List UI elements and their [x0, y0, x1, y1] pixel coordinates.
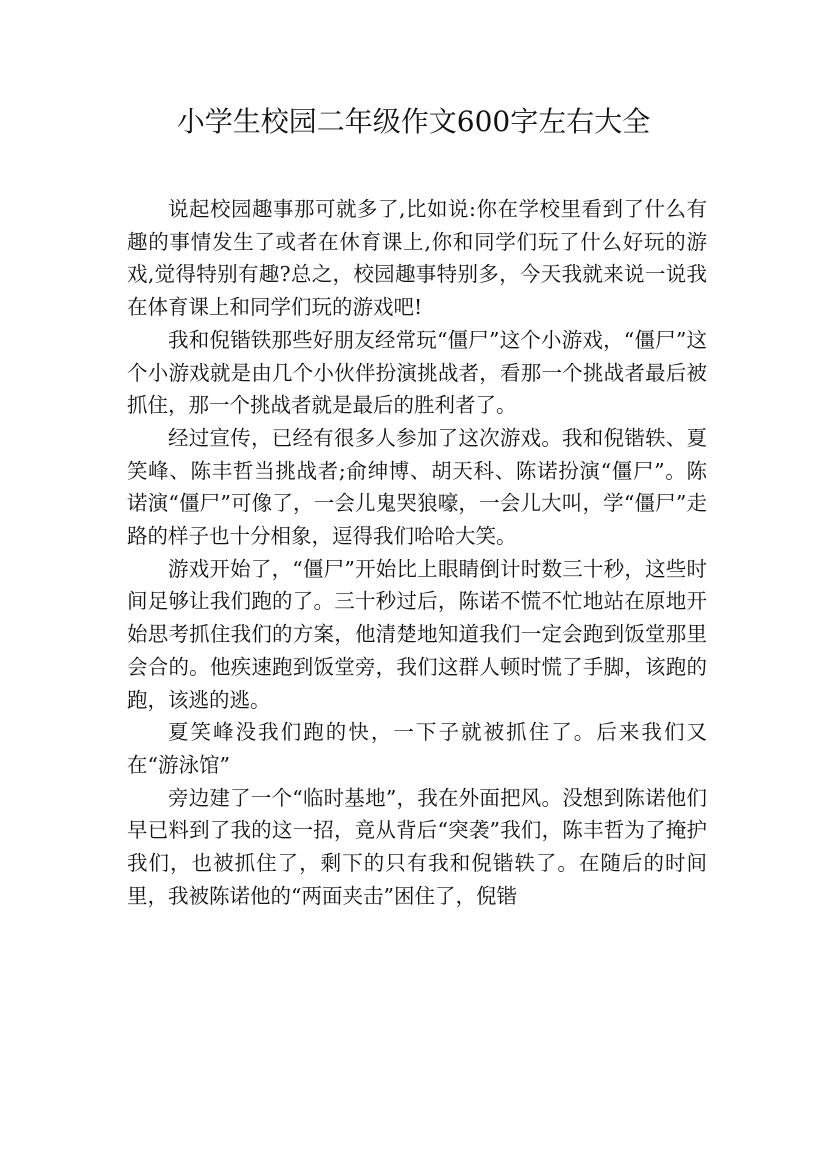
document-body [127, 193, 707, 912]
paragraph-5: 夏笑峰没我们跑的快，一下子就被抓住了。后来我们又在“游泳馆” [127, 720, 707, 777]
paragraph-3: 经过宣传，已经有很多人参加了这次游戏。我和倪锴轶、夏笑峰、陈丰哲当挑战者;俞绅博、胡天科、陈诺扮演“僵尸”。陈诺演“僵尸”可像了，一会儿鬼哭狼嚎，一会儿大叫，学“僵尸”走路的样子也十分相象，逗得我们哈哈大笑。 [127, 425, 707, 549]
paragraph-4: 游戏开始了，“僵尸”开始比上眼睛倒计时数三十秒，这些时间足够让我们跑的了。三十秒过后，陈诺不慌不忙地站在原地开始思考抓住我们的方案，他清楚地知道我们一定会跑到饭堂那里会合的。他疾速跑到饭堂旁，我们这群人顿时慌了手脚，该跑的跑，该逃的逃。 [127, 556, 707, 712]
paragraph-6: 旁边建了一个“临时基地”，我在外面把风。没想到陈诺他们早已料到了我的这一招，竟从背后“突袭”我们，陈丰哲为了掩护我们，也被抓住了，剩下的只有我和倪锴轶了。在随后的时间里，我被陈诺他的“两面夹击”困住了，倪锴 [127, 785, 707, 908]
document-title: 小学生校园二年级作文600字左右大全 [176, 105, 651, 138]
paragraph-2: 我和倪锴铁那些好朋友经常玩“僵尸”这个小游戏，“僵尸”这个小游戏就是由几个小伙伴扮演挑战者，看那一个挑战者最后被抓住，那一个挑战者就是最后的胜利者了。 [127, 327, 707, 418]
paragraph-1: 说起校园趣事那可就多了,比如说:你在学校里看到了什么有趣的事情发生了或者在休育课上,你和同学们玩了什么好玩的游戏,觉得特别有趣?总之，校园趣事特别多，今天我就来说一说我在体育课上和同学们玩的游戏吧! [127, 197, 707, 320]
